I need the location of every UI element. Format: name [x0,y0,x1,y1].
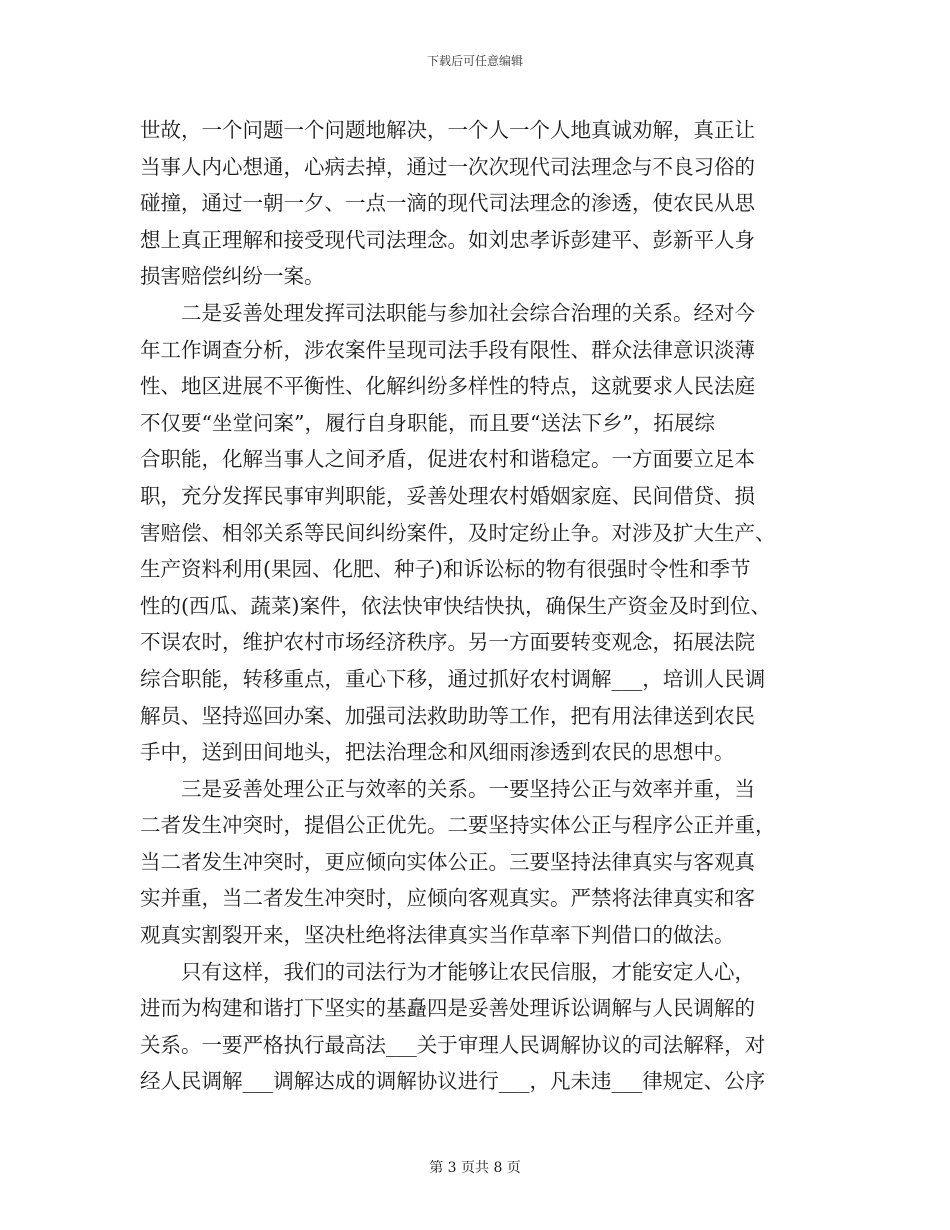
page-footer: 第 3 页共 8 页 [429,1160,521,1176]
text-line: 手中，送到田间地头，把法治理念和风细雨渗透到农民的思想中。 [140,740,735,765]
text-line: 实并重，当二者发生冲突时，应倾向客观真实。严禁将法律真实和客 [140,886,755,911]
text-line: 碰撞，通过一朝一夕、一点一滴的现代司法理念的渗透，使农民从思 [140,191,755,216]
text-line: 经人民调解___调解达成的调解协议进行___，凡未违___律规定、公序 [140,1069,766,1094]
text-line: 损害赔偿纠纷一案。 [140,264,325,289]
text-line: 性的(西瓜、蔬菜)案件，依法快审快结快执，确保生产资金及时到位、 [140,593,771,618]
text-line: 当事人内心想通，心病去掉，通过一次次现代司法理念与不良习俗的 [140,154,755,179]
text-line: 综合职能，转移重点，重心下移，通过抓好农村调解___，培训人民调 [140,666,766,691]
text-line: 不误农时，维护农村市场经济秩序。另一方面要转变观念，拓展法院 [140,630,755,655]
text-line: 当二者发生冲突时，更应倾向实体公正。三要坚持法律真实与客观真 [140,849,755,874]
text-line: 职，充分发挥民事审判职能，妥善处理农村婚姻家庭、民间借贷、损 [140,483,755,508]
page-header: 下载后可任意编辑 [426,54,523,68]
text-line: 性、地区进展不平衡性、化解纠纷多样性的特点，这就要求人民法庭 [140,374,755,399]
text-line: 世故，一个问题一个问题地解决，一个人一个人地真诚劝解，真正让 [140,118,755,142]
text-line: 不仅要“坐堂问案”，履行自身职能，而且要“送法下乡”，拓展综 [140,410,715,435]
text-line: 二者发生冲突时，提倡公正优先。二要坚持实体公正与程序公正并重， [140,813,776,838]
text-line: 想上真正理解和接受现代司法理念。如刘忠孝诉彭建平、彭新平人身 [140,227,755,252]
text-line: 进而为构建和谐打下坚实的基矗四是妥善处理诉讼调解与人民调解的 [140,996,755,1021]
text-line: 年工作调查分析，涉农案件呈现司法手段有限性、群众法律意识淡薄 [140,337,755,362]
document-body [140,112,812,1100]
text-line: 生产资料利用(果园、化肥、种子)和诉讼标的物有很强时令性和季节 [140,557,751,582]
text-line: 害赔偿、相邻关系等民间纠纷案件，及时定纷止争。对涉及扩大生产、 [140,520,776,545]
text-line: 只有这样，我们的司法行为才能够让农民信服，才能安定人心， [140,959,755,984]
text-line: 关系。一要严格执行最高法___关于审理人民调解协议的司法解释，对 [140,1032,766,1057]
text-line: 三是妥善处理公正与效率的关系。一要坚持公正与效率并重，当 [140,776,755,801]
text-line: 解员、坚持巡回办案、加强司法救助助等工作，把有用法律送到农民 [140,703,755,728]
text-line: 观真实割裂开来，坚决杜绝将法律真实当作草率下判借口的做法。 [140,923,735,948]
text-line: 二是妥善处理发挥司法职能与参加社会综合治理的关系。经对今 [140,300,755,325]
text-line: 合职能，化解当事人之间矛盾，促进农村和谐稳定。一方面要立足本 [140,447,755,472]
